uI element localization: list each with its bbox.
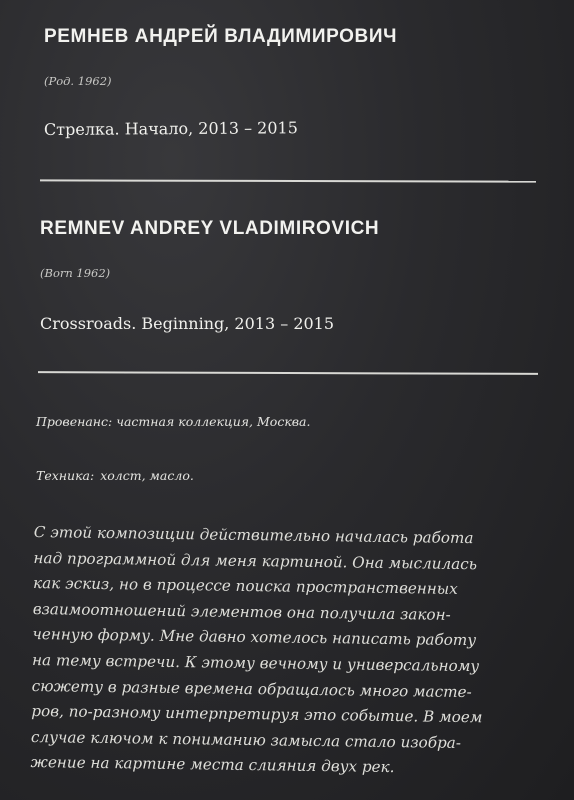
description-line: случае ключом к пониманию замысла стало изобра- bbox=[30, 727, 462, 752]
divider-line bbox=[40, 179, 536, 182]
technique-text bbox=[36, 468, 194, 483]
description-line: ров, по-разному интерпретируя это событие. В моем bbox=[31, 702, 483, 727]
technique-label: Техника: bbox=[36, 468, 95, 483]
artist-birth-english: (Born 1962) bbox=[40, 266, 111, 280]
description-line: жение на картине места слияния двух рек. bbox=[30, 753, 395, 777]
description-line: взаимоотношений элементов она получила закон- bbox=[32, 599, 451, 624]
description-line: на тему встречи. К этому вечному и универсальному bbox=[31, 650, 480, 676]
artwork-title-english: Crossroads. Beginning, 2013 – 2015 bbox=[40, 314, 335, 333]
divider-line bbox=[38, 371, 538, 374]
artist-name-russian: РЕМНЕВ АНДРЕЙ ВЛАДИМИРОВИЧ bbox=[44, 26, 398, 47]
description-line: С этой композиции действительно началась работа bbox=[33, 522, 474, 548]
artwork-description bbox=[30, 520, 544, 783]
description-line: сюжету в разные времена обращалось много масте- bbox=[31, 676, 472, 701]
artist-name-english: REMNEV ANDREY VLADIMIROVICH bbox=[40, 218, 380, 239]
description-line: над программной для меня картиной. Она мыслилась bbox=[33, 548, 478, 573]
description-line: ченную форму. Мне давно хотелось написать работу bbox=[32, 625, 477, 650]
artwork-title-russian: Стрелка. Начало, 2013 – 2015 bbox=[43, 118, 298, 139]
artist-birth-russian: (Род. 1962) bbox=[44, 74, 112, 88]
description-line: как эскиз, но в процессе поиска пространственных bbox=[32, 574, 458, 599]
provenance-text: Провенанс: частная коллекция, Москва. bbox=[36, 414, 311, 429]
technique-value: холст, масло. bbox=[100, 468, 194, 483]
